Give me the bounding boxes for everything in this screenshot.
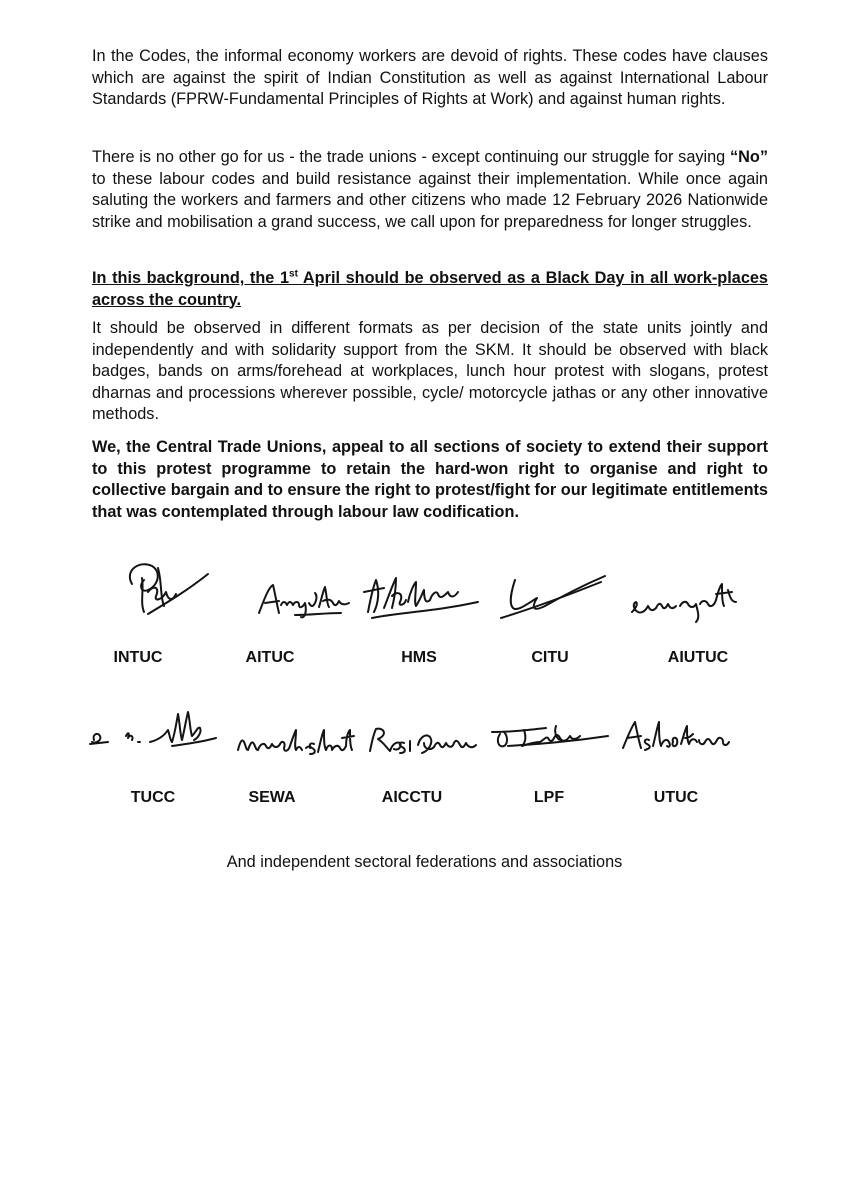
signature-aituc	[255, 577, 353, 621]
signature-intuc	[118, 556, 214, 620]
signature-lpf	[488, 718, 614, 758]
paragraph-observance-formats: It should be observed in different formats as per decision of the state units jointly and independently and with solidarity support from the SKM. It should be observed with black badges, bands on arms/forehead at workplaces, lunch hour protest with slogans, protest dharnas and processions wherever possible, cycle/ motorcycle jathas or any other innovative methods.	[92, 319, 768, 423]
org-label-aiutuc: AIUTUC	[667, 649, 729, 666]
org-label-sewa: SEWA	[248, 789, 296, 806]
org-label-lpf: LPF	[533, 789, 565, 806]
signature-aicctu	[364, 723, 484, 759]
signature-utuc	[619, 716, 731, 756]
paragraph-informal-economy: In the Codes, the informal economy workers are devoid of rights. These codes have clauses which are against the spirit of Indian Constitution as well as against International Labour Standards (FPRW-Fundamental Principles of Rights at Work) and against human rights.	[92, 47, 768, 108]
paragraph-struggle-start: There is no other go for us - the trade unions - except continuing our struggle for saying	[92, 148, 731, 166]
black-day-heading	[92, 268, 768, 311]
heading-start: In this background, the 1	[92, 269, 290, 287]
paragraph-struggle	[92, 147, 768, 233]
paragraph-struggle-end: to these labour codes and build resistance against their implementation. While once again saluting the workers and farmers and other citizens who made 12 February 2026 Nationwide strike and mobilisation a grand success, we call upon for preparedness for longer struggles.	[92, 169, 768, 231]
org-label-intuc: INTUC	[113, 649, 163, 666]
signature-tucc	[86, 706, 218, 752]
signature-hms	[362, 572, 482, 624]
org-label-citu: CITU	[531, 649, 569, 666]
org-label-hms: HMS	[401, 649, 437, 666]
org-label-tucc: TUCC	[130, 789, 176, 806]
signature-sewa	[234, 724, 356, 758]
signature-citu	[497, 570, 609, 622]
org-label-aicctu: AICCTU	[381, 789, 443, 806]
signature-aiutuc	[628, 582, 740, 624]
no-emphasis: “No”	[730, 148, 768, 166]
footer-note: And independent sectoral federations and associations	[226, 853, 623, 871]
org-label-aituc: AITUC	[245, 649, 295, 666]
org-label-utuc: UTUC	[653, 789, 699, 806]
heading-superscript: st	[289, 268, 298, 280]
heading-end: April should be observed as a Black Day in all work-places across the country.	[92, 269, 768, 309]
appeal-paragraph: We, the Central Trade Unions, appeal to all sections of society to extend their support to this protest programme to retain the hard-won right to organise and right to collective bargain and to ensure the right to protest/fight for our legitimate entitlements that was contemplated through labour law codification.	[92, 438, 768, 521]
